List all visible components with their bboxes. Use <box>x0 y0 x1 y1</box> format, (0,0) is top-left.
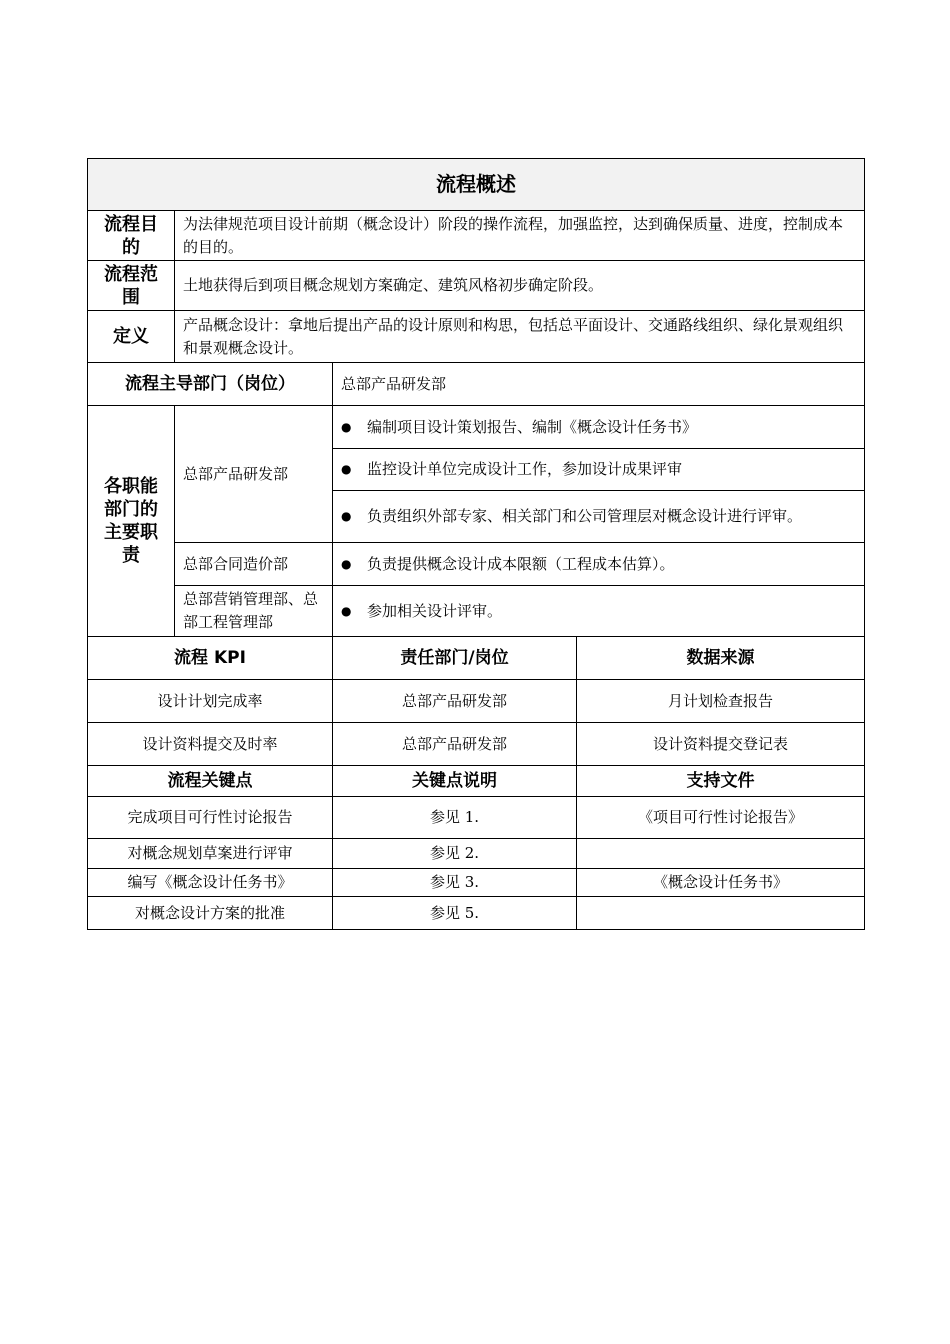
table-row <box>88 797 865 839</box>
keypoint-cell: 对概念设计方案的批准 <box>88 897 333 930</box>
kpi-cell: 设计资料提交及时率 <box>88 723 333 766</box>
bullet-icon: ● <box>341 556 352 571</box>
table-title: 流程概述 <box>88 159 865 211</box>
lead-dept-value: 总部产品研发部 <box>333 363 865 406</box>
scope-label: 流程范围 <box>88 261 175 311</box>
kpi-cell: 月计划检查报告 <box>577 680 865 723</box>
keypoint-cell: 参见 1. <box>333 797 577 839</box>
kpi-header-row <box>88 637 865 680</box>
bullet-icon: ● <box>341 603 352 618</box>
kpi-header: 流程 KPI <box>88 637 333 680</box>
process-overview-table <box>87 158 865 930</box>
duties-label: 各职能部门的主要职责 <box>88 406 175 637</box>
table-row <box>88 680 865 723</box>
duty-item-text: 参加相关设计评审。 <box>367 601 503 620</box>
keypoint-cell: 参见 3. <box>333 869 577 897</box>
kpi-cell: 总部产品研发部 <box>333 680 577 723</box>
duty-item-text: 负责提供概念设计成本限额（工程成本估算）。 <box>367 554 675 573</box>
definition-text: 产品概念设计：拿地后提出产品的设计原则和构思，包括总平面设计、交通路线组织、绿化景观组织和景观概念设计。 <box>175 311 865 363</box>
keypoints-header: 流程关键点 <box>88 766 333 797</box>
duty-row <box>88 543 865 586</box>
scope-text: 土地获得后到项目概念规划方案确定、建筑风格初步确定阶段。 <box>175 261 865 311</box>
duty-item <box>333 586 865 637</box>
keypoint-cell: 参见 2. <box>333 839 577 869</box>
keypoint-cell <box>577 897 865 930</box>
duty-item <box>333 491 865 543</box>
kpi-cell: 设计计划完成率 <box>88 680 333 723</box>
table-row <box>88 723 865 766</box>
purpose-label: 流程目的 <box>88 211 175 261</box>
duty-item <box>333 543 865 586</box>
keypoints-header: 关键点说明 <box>333 766 577 797</box>
keypoint-cell: 编写《概念设计任务书》 <box>88 869 333 897</box>
keypoint-cell: 完成项目可行性讨论报告 <box>88 797 333 839</box>
duty-row <box>88 406 865 449</box>
duty-item-text: 编制项目设计策划报告、编制《概念设计任务书》 <box>367 417 698 436</box>
table-row <box>88 897 865 930</box>
duty-item <box>333 406 865 449</box>
keypoint-cell <box>577 839 865 869</box>
definition-row <box>88 311 865 363</box>
keypoints-header-row <box>88 766 865 797</box>
duty-row <box>88 586 865 637</box>
kpi-header: 责任部门/岗位 <box>333 637 577 680</box>
kpi-cell: 设计资料提交登记表 <box>577 723 865 766</box>
duty-dept: 总部合同造价部 <box>175 543 333 586</box>
keypoint-cell: 对概念规划草案进行评审 <box>88 839 333 869</box>
kpi-cell: 总部产品研发部 <box>333 723 577 766</box>
title-row <box>88 159 865 211</box>
duty-dept: 总部营销管理部、总部工程管理部 <box>175 586 333 637</box>
purpose-row <box>88 211 865 261</box>
table-row <box>88 839 865 869</box>
kpi-header: 数据来源 <box>577 637 865 680</box>
keypoint-cell: 《项目可行性讨论报告》 <box>577 797 865 839</box>
duty-item-text: 负责组织外部专家、相关部门和公司管理层对概念设计进行评审。 <box>367 507 803 525</box>
lead-dept-label: 流程主导部门（岗位） <box>88 363 333 406</box>
definition-label: 定义 <box>88 311 175 363</box>
keypoint-cell: 参见 5. <box>333 897 577 930</box>
keypoint-cell: 《概念设计任务书》 <box>577 869 865 897</box>
duty-item-text: 监控设计单位完成设计工作，参加设计成果评审 <box>367 460 683 478</box>
keypoints-header: 支持文件 <box>577 766 865 797</box>
duty-dept: 总部产品研发部 <box>175 406 333 543</box>
bullet-icon: ● <box>341 509 352 523</box>
duty-item <box>333 449 865 491</box>
purpose-text: 为法律规范项目设计前期（概念设计）阶段的操作流程，加强监控，达到确保质量、进度，控制成本的目的。 <box>175 211 865 261</box>
lead-dept-row <box>88 363 865 406</box>
bullet-icon: ● <box>341 419 352 434</box>
table-row <box>88 869 865 897</box>
bullet-icon: ● <box>341 462 352 476</box>
scope-row <box>88 261 865 311</box>
